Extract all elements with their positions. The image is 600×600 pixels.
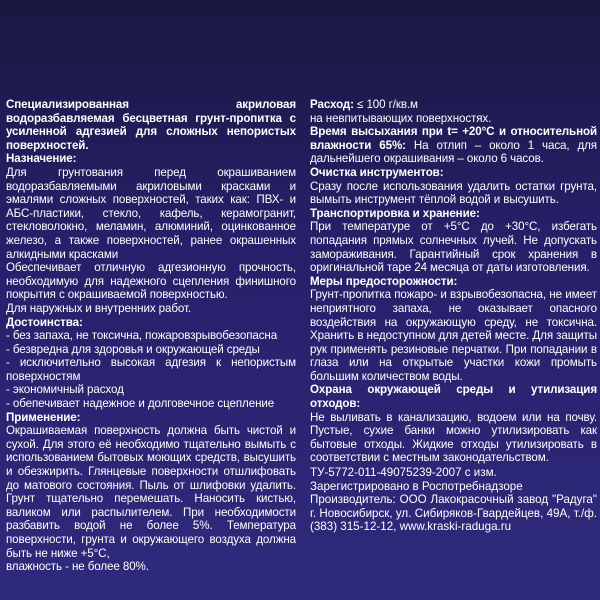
consumption-heading: Расход: bbox=[310, 98, 354, 111]
left-column bbox=[6, 98, 296, 574]
cleaning-heading: Очистка инструментов: bbox=[310, 165, 444, 179]
advantage-item: - исключительно высокая адгезия к непористым поверхностям bbox=[6, 356, 296, 383]
application-heading: Применение: bbox=[6, 410, 81, 424]
product-intro: Специализированная акриловая водоразбавляемая бесцветная грунт-пропитка с усиленной адгезией для сложных непористых поверхностей. bbox=[6, 98, 296, 152]
drying-heading: Время высыхания при t= +20°С и относительной влажности 65%: bbox=[310, 125, 597, 152]
cleaning-text: Сразу после использования удалить остатки грунта, вымыть инструмент тёплой водой и высушить. bbox=[310, 179, 597, 207]
consumption-line bbox=[310, 98, 597, 112]
right-column bbox=[310, 98, 597, 465]
advantage-item: - безвредна для здоровья и окружающей среды bbox=[6, 342, 260, 356]
purpose-text-3: Для наружных и внутренних работ. bbox=[6, 301, 192, 315]
purpose-text-2: Обеспечивает отличную адгезионную прочность, необходимую для надежного сцепления финишного покрытия с окрашиваемой поверхностью. bbox=[6, 261, 296, 302]
advantages-heading: Достоинства: bbox=[6, 315, 83, 329]
application-text: Окрашиваемая поверхность должна быть чистой и сухой. Для этого её необходимо тщательно вымыть с использованием бытовых моющих средств, высушить и обезжирить. Глянцевые поверхности отшлифовать до матового состояния. Пыль от шлифовки удалить. Грунт тщательно перемешать. Наносить кистью, валиком или распылителем. При необходимости разбавить водой не более 5%. Температура поверхности, грунта и окружающего воздуха должна быть не ниже +5°С, bbox=[6, 424, 296, 560]
advantage-item: - обепечивает надежное и долговечное сцепление bbox=[6, 397, 275, 411]
drying-value: На отлип – около 1 часа, для дальнейшего окрашивания – около 6 часов. bbox=[310, 138, 597, 166]
purpose-heading: Назначение: bbox=[6, 152, 77, 166]
advantage-item: - экономичный расход bbox=[6, 383, 124, 397]
safety-heading: Меры предосторожности: bbox=[310, 274, 458, 288]
safety-text: Грунт-пропитка пожаро- и взрывобезопасна, не имеет неприятного запаха, не оказывает опасного воздействия на окружающую среду, не токсична. Хранить в недоступном для детей месте. Для защиты рук применять резиновые перчатки. При попадании в глаза или на открытые участки кожи промыть большим количеством воды. bbox=[310, 288, 597, 383]
manufacturer-info: Производитель: ООО Лакокрасочный завод "Радуга" г. Новосибирск, ул. Сибиряков-Гвардейцев, 49А, т./ф. (383) 315-12-12, www.kraski-raduga.ru bbox=[310, 493, 597, 534]
tu-number: ТУ-5772-011-49075239-2007 с изм. bbox=[310, 466, 497, 479]
environment-text: Не выливать в канализацию, водоем или на почву. Пустые, сухие банки можно утилизировать как бытовые отходы. Жидкие отходы утилизировать в соответствии с местным законодательством. bbox=[310, 410, 597, 465]
consumption-value: ≤ 100 г/кв.м bbox=[353, 98, 418, 111]
transport-text: При температуре от +5°С до +30°С, избегать попадания прямых солнечных лучей. Не допускать замораживания. Гарантийный срок хранения в оригинальной таре 24 месяца от даты изготовления. bbox=[310, 220, 597, 275]
application-humidity: влажность - не более 80%. bbox=[6, 560, 149, 574]
consumption-note: на невпитывающих поверхностях. bbox=[310, 111, 492, 125]
environment-heading: Охрана окружающей среды и утилизация отходов: bbox=[310, 383, 597, 411]
footer-block bbox=[310, 466, 597, 534]
purpose-text-1: Для грунтования перед окрашиванием водоразбавляемыми акриловыми красками и эмалями сложных поверхностей, таких как: ПВХ- и АБС-пластики, стекло, кафель, керамогранит, стекловолокно, меламин, алюминий, оцинкованное железо, а также поверхностей, ранее окрашенных алкидными красками bbox=[6, 165, 296, 261]
drying-block bbox=[310, 125, 597, 166]
transport-heading: Транспортировка и хранение: bbox=[310, 206, 480, 220]
advantage-item: - без запаха, не токсична, пожаровзрывобезопасна bbox=[6, 329, 278, 343]
registration-note: Зарегистрировано в Роспотребнадзоре bbox=[310, 479, 523, 493]
